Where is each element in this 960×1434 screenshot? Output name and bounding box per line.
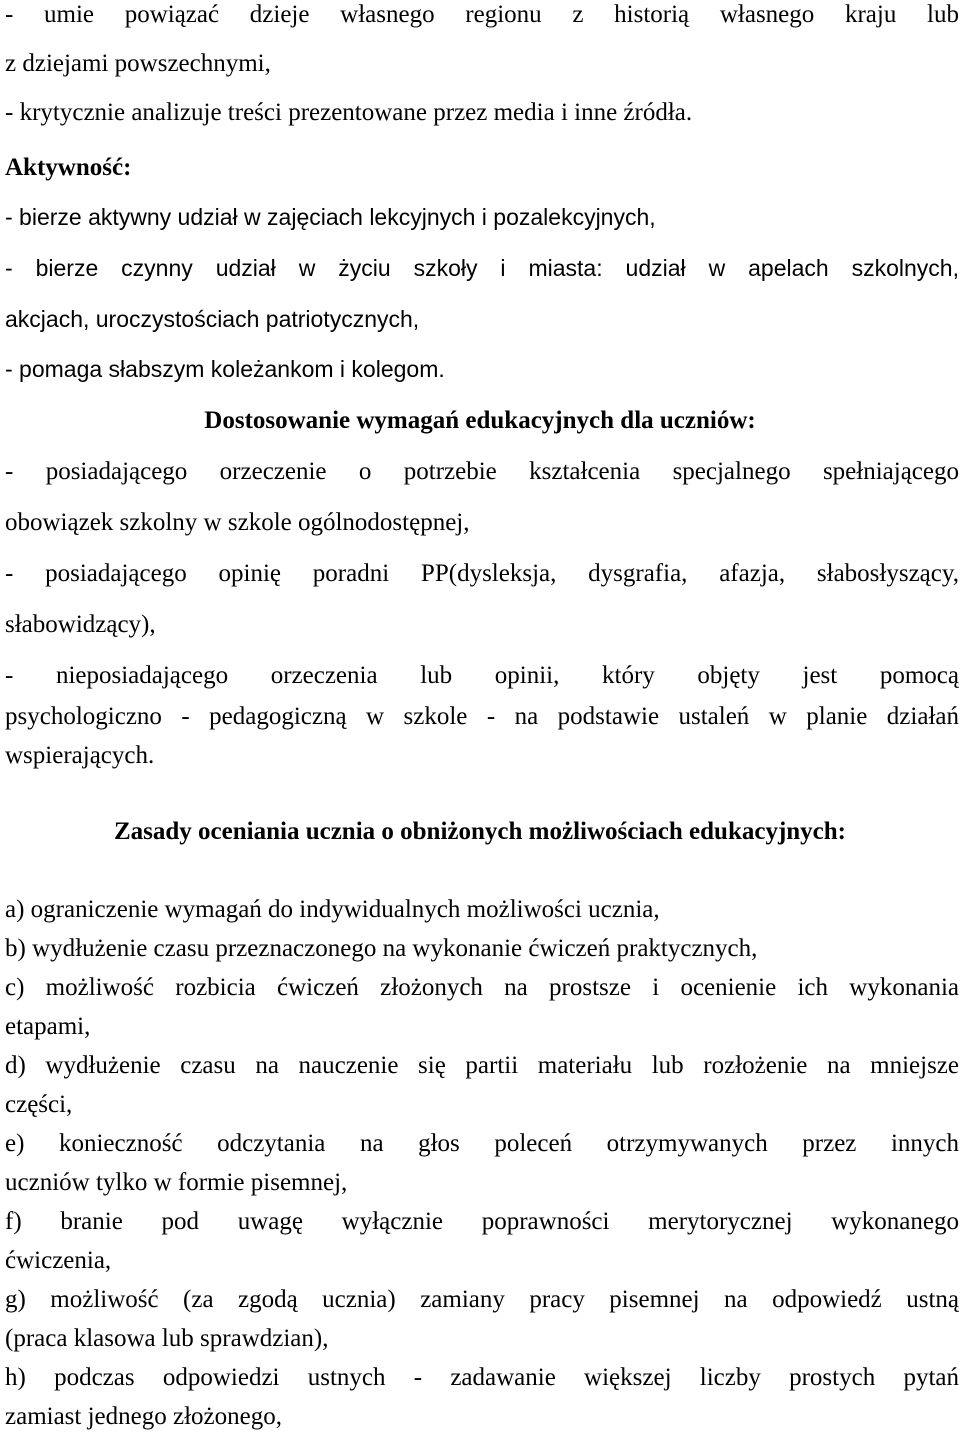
text-line: wspierających. bbox=[5, 742, 155, 769]
text-line: psychologiczno - pedagogiczną w szkole - na podstawie ustaleń w planie działań bbox=[5, 703, 959, 730]
section-heading-adaptation: Dostosowanie wymagań edukacyjnych dla uczniów: bbox=[204, 407, 756, 434]
list-item: c) możliwość rozbicia ćwiczeń złożonych na prostsze i ocenienie ich wykonania bbox=[5, 974, 959, 1001]
text-line: akcjach, uroczystościach patriotycznych, bbox=[5, 306, 420, 332]
list-item: h) podczas odpowiedzi ustnych - zadawanie większej liczby prostych pytań bbox=[5, 1364, 959, 1391]
text-line: - umie powiązać dzieje własnego regionu z historią własnego kraju lub bbox=[5, 1, 959, 28]
text-line: - posiadającego orzeczenie o potrzebie kształcenia specjalnego spełniającego bbox=[5, 458, 959, 485]
list-item: e) konieczność odczytania na głos poleceń otrzymywanych przez innych bbox=[5, 1130, 959, 1157]
section-heading-activity: Aktywność: bbox=[5, 154, 132, 181]
list-item-continuation: zamiast jednego złożonego, bbox=[5, 1403, 282, 1430]
list-item: d) wydłużenie czasu na nauczenie się partii materiału lub rozłożenie na mniejsze bbox=[5, 1052, 959, 1079]
text-line: obowiązek szkolny w szkole ogólnodostępnej, bbox=[5, 509, 470, 536]
list-item-continuation: etapami, bbox=[5, 1013, 91, 1040]
text-line: - krytycznie analizuje treści prezentowane przez media i inne źródła. bbox=[5, 99, 693, 126]
text-line: - bierze czynny udział w życiu szkoły i miasta: udział w apelach szkolnych, bbox=[5, 255, 959, 281]
list-item-continuation: ćwiczenia, bbox=[5, 1247, 112, 1274]
section-heading-grading: Zasady oceniania ucznia o obniżonych możliwościach edukacyjnych: bbox=[114, 818, 846, 845]
text-line: - posiadającego opinię poradni PP(dysleksja, dysgrafia, afazja, słabosłyszący, bbox=[5, 560, 959, 587]
text-line: z dziejami powszechnymi, bbox=[5, 50, 271, 77]
list-item: g) możliwość (za zgodą ucznia) zamiany pracy pisemnej na odpowiedź ustną bbox=[5, 1286, 959, 1313]
list-item-continuation: (praca klasowa lub sprawdzian), bbox=[5, 1325, 329, 1352]
list-item-continuation: uczniów tylko w formie pisemnej, bbox=[5, 1169, 348, 1196]
text-line: - pomaga słabszym koleżankom i kolegom. bbox=[5, 356, 445, 382]
list-item: a) ograniczenie wymagań do indywidualnych możliwości ucznia, bbox=[5, 896, 660, 923]
list-item: b) wydłużenie czasu przeznaczonego na wykonanie ćwiczeń praktycznych, bbox=[5, 935, 758, 962]
text-line: słabowidzący), bbox=[5, 611, 156, 638]
list-item-continuation: części, bbox=[5, 1091, 73, 1118]
text-line: - nieposiadającego orzeczenia lub opinii, który objęty jest pomocą bbox=[5, 662, 959, 689]
text-line: - bierze aktywny udział w zajęciach lekcyjnych i pozalekcyjnych, bbox=[5, 204, 656, 230]
list-item: f) branie pod uwagę wyłącznie poprawności merytorycznej wykonanego bbox=[5, 1208, 959, 1235]
